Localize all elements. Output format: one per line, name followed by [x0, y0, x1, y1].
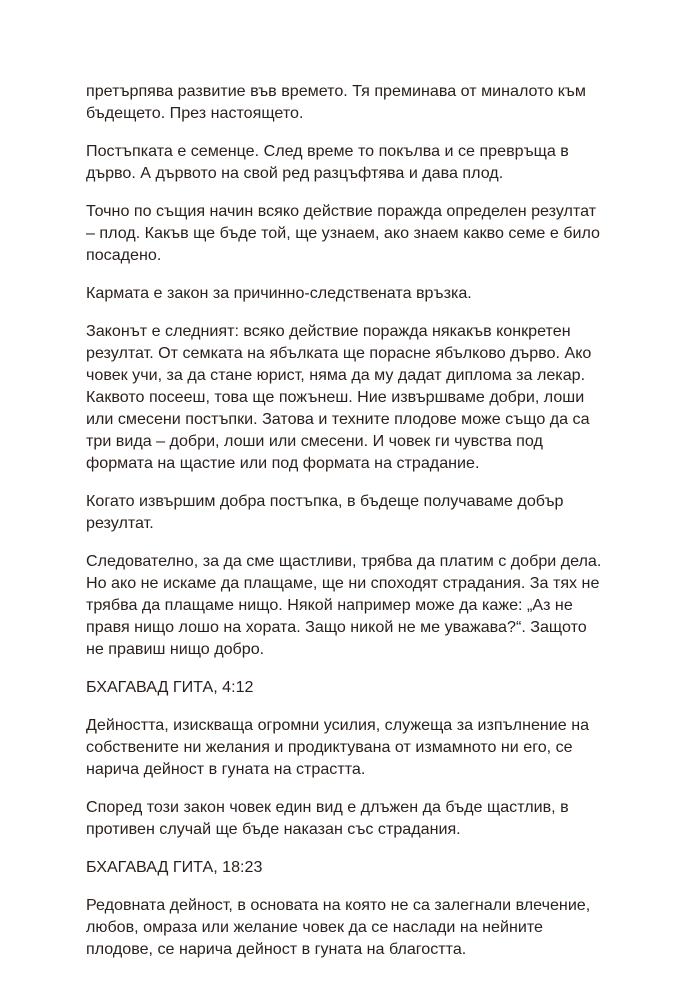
text-line: Но ако не искаме да плащаме, ще ни споходят страдания. За тях не: [86, 574, 600, 592]
text-line: противен случай ще бъде наказан със страдания.: [86, 820, 461, 838]
text-line: БХАГАВАД ГИТА, 4:12: [86, 678, 254, 696]
paragraph: [86, 714, 626, 780]
text-line: човек учи, за да стане юрист, няма да му дадат диплома за лекар.: [86, 366, 586, 384]
paragraph: [86, 80, 626, 124]
paragraph: [86, 140, 626, 184]
paragraph: [86, 320, 626, 474]
text-line: Законът е следният: всяко действие поражда някакъв конкретен: [86, 322, 571, 340]
scripture-reference: [86, 856, 626, 878]
text-line: Точно по същия начин всяко действие поражда определен резултат: [86, 202, 597, 220]
text-line: посадено.: [86, 246, 162, 264]
paragraph: [86, 894, 626, 960]
text-line: – плод. Какъв ще бъде той, ще узнаем, ако знаем какво семе е било: [86, 224, 601, 242]
paragraph: [86, 200, 626, 266]
text-line: Постъпката е семенце. След време то покълва и се превръща в: [86, 142, 569, 160]
text-line: Редовната дейност, в основата на която не са залегнали влечение,: [86, 896, 591, 914]
text-line: три вида – добри, лоши или смесени. И човек ги чувства под: [86, 432, 543, 450]
text-line: дърво. А дървото на свой ред разцъфтява и дава плод.: [86, 164, 504, 182]
text-line: резултат.: [86, 514, 154, 532]
text-line: Когато извършим добра постъпка, в бъдеще получаваме добър: [86, 492, 564, 510]
text-line: трябва да плащаме нищо. Някой например може да каже: „Аз не: [86, 596, 573, 614]
paragraph: [86, 796, 626, 840]
text-line: претърпява развитие във времето. Тя преминава от миналото към: [86, 82, 586, 100]
text-line: нарича дейност в гуната на страстта.: [86, 760, 366, 778]
document-body: [86, 80, 626, 976]
text-line: Каквото посееш, това ще пожънеш. Ние извършваме добри, лоши: [86, 388, 585, 406]
paragraph: [86, 550, 626, 660]
text-line: формата на щастие или под формата на страдание.: [86, 454, 480, 472]
text-line: не правиш нищо добро.: [86, 640, 265, 658]
text-line: Кармата е закон за причинно-следствената връзка.: [86, 284, 472, 302]
text-line: плодове, се нарича дейност в гуната на благостта.: [86, 940, 467, 958]
text-line: или смесени постъпки. Затова и техните плодове може също да са: [86, 410, 590, 428]
text-line: Дейността, изискваща огромни усилия, служеща за изпълнение на: [86, 716, 590, 734]
text-line: БХАГАВАД ГИТА, 18:23: [86, 858, 263, 876]
text-line: Според този закон човек един вид е длъжен да бъде щастлив, в: [86, 798, 569, 816]
text-line: резултат. От семката на ябълката ще порасне ябълково дърво. Ако: [86, 344, 592, 362]
text-line: любов, омраза или желание човек да се наслади на нейните: [86, 918, 544, 936]
text-line: Следователно, за да сме щастливи, трябва да платим с добри дела.: [86, 552, 602, 570]
text-line: бъдещето. През настоящето.: [86, 104, 304, 122]
text-line: собствените ни желания и продиктувана от измамното ни его, се: [86, 738, 573, 756]
scripture-reference: [86, 676, 626, 698]
paragraph: [86, 490, 626, 534]
text-line: правя нищо лошо на хората. Защо никой не ме уважава?“. Защото: [86, 618, 587, 636]
paragraph: [86, 282, 626, 304]
